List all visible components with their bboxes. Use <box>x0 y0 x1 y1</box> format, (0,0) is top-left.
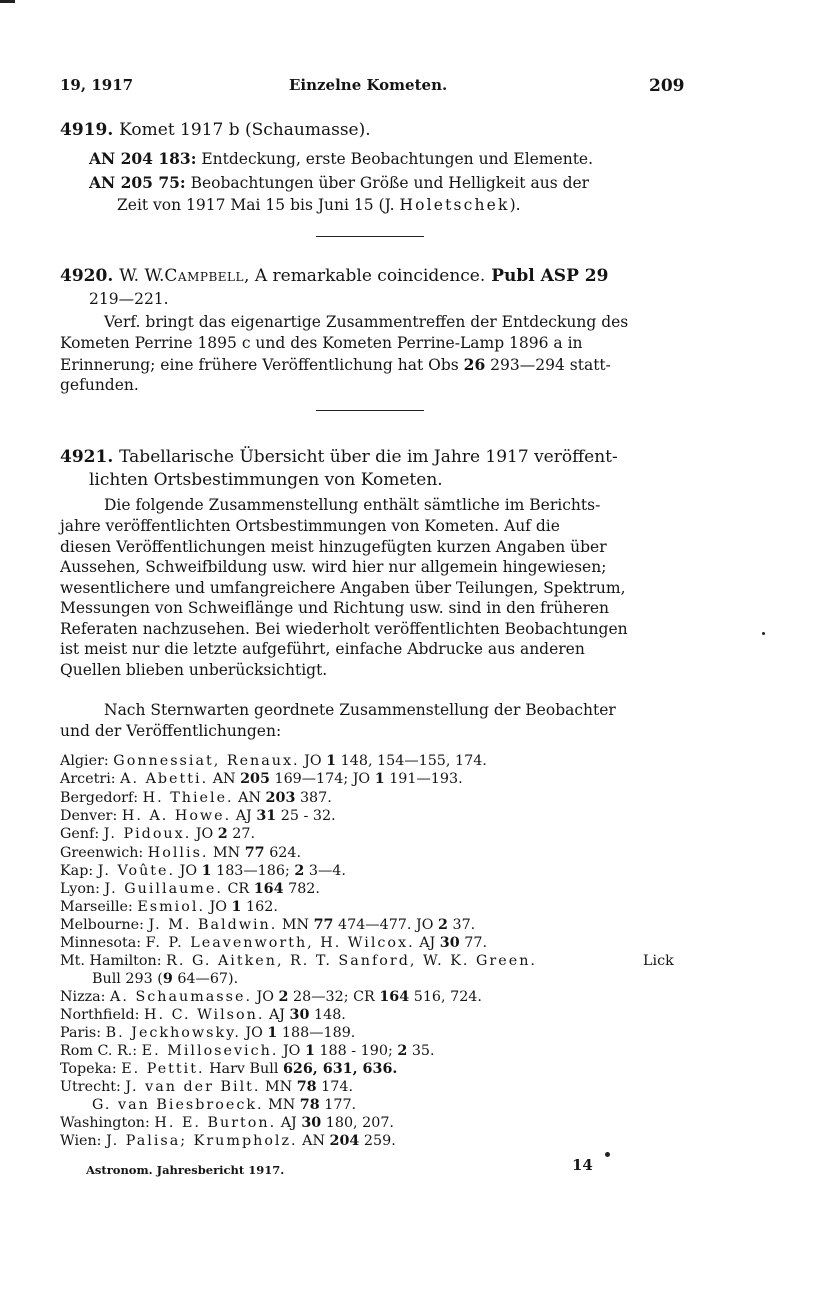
observatory-entry-utrecht-2 <box>92 1097 356 1113</box>
pages: 516, 724. <box>413 989 482 1005</box>
paragraph-1-line: Aussehen, Schweifbildung usw. wird hier nur allgemein hingewiesen; <box>60 558 607 576</box>
paragraph-1-line: diesen Veröffentlichungen meist hinzugefügten kurzen Angaben über <box>60 538 607 556</box>
volume: 77 <box>244 845 265 861</box>
observatory-place: Kap: <box>60 863 94 879</box>
entry-number: 4920. <box>60 266 114 286</box>
header-section-title: Einzelne Kometen. <box>289 76 448 94</box>
entry-title: Tabellarische Übersicht über die im Jahre 1917 veröffent- <box>119 447 618 467</box>
observer-name: A. Abetti. <box>120 771 209 787</box>
observatory-entry-denver <box>60 808 336 824</box>
observatory-entry-arcetri <box>60 771 463 787</box>
entry-4919-line-3 <box>117 196 521 214</box>
observer-name: H. Thiele. <box>142 790 234 806</box>
paragraph-1-line: Quellen blieben unberücksichtigt. <box>60 661 328 679</box>
entry-number: 4919. <box>60 120 114 140</box>
text: 293—294 statt- <box>490 356 611 374</box>
observatory-entry-lyon <box>60 881 320 897</box>
observer-name: Holetschek <box>399 196 510 214</box>
volume: 1 <box>201 863 212 879</box>
header-volume: 19, 1917 <box>60 76 134 94</box>
text: Zeit von 1917 Mai 15 bis Juni 15 (J. <box>117 196 395 214</box>
volume: 77 <box>313 917 334 933</box>
publication: JO <box>195 826 214 842</box>
pages: 64—67). <box>177 971 239 987</box>
volume: 1 <box>267 1025 278 1041</box>
entry-4921-heading <box>60 447 618 467</box>
observer-name: R. G. Aitken, R. T. Sanford, W. K. Green. <box>166 953 537 969</box>
observatory-entry-kap <box>60 863 346 879</box>
ink-speck <box>762 632 765 635</box>
observatory-entry-mt-hamilton-cont <box>92 971 238 987</box>
reference: AN 205 75: <box>89 173 186 192</box>
publication: JO <box>209 899 227 915</box>
reference-text: Entdeckung, erste Beobachtungen und Elemente. <box>201 150 594 168</box>
observatory-place: Wien: <box>60 1133 102 1149</box>
pages: 148, 154—155, 174. <box>340 753 487 769</box>
observatory-entry-algier <box>60 753 487 769</box>
observatory-entry-minnesota <box>60 935 487 951</box>
volume: 2 <box>437 917 448 933</box>
volume: 30 <box>289 1007 310 1023</box>
volume: 164 <box>379 989 410 1005</box>
publication: Harv Bull <box>209 1061 279 1077</box>
entry-title: , A remarkable coincidence. <box>244 266 486 286</box>
observer-name: B. Jeckhowsky. <box>105 1025 241 1041</box>
volume: 78 <box>296 1079 317 1095</box>
observatory-entry-washington <box>60 1115 394 1131</box>
volume: 2 <box>294 863 305 879</box>
publication: JO <box>179 863 198 879</box>
volume: 164 <box>253 881 284 897</box>
paragraph-1-line: ist meist nur die letzte aufgeführt, einfache Abdrucke aus anderen <box>60 640 585 658</box>
observer-name: F. P. Leavenworth, H. Wilcox. <box>145 935 415 951</box>
entry-4920-text-4: gefunden. <box>60 376 139 394</box>
ink-dot <box>605 1152 610 1157</box>
observer-name: J. M. Baldwin. <box>148 917 278 933</box>
observatory-entry-greenwich <box>60 845 301 861</box>
observatory-place: Topeka: <box>60 1061 117 1077</box>
observer-name: E. Pettit. <box>121 1061 205 1077</box>
volume: 31 <box>256 808 277 824</box>
observatory-place: Nizza: <box>60 989 106 1005</box>
paragraph-1-line: wesentlichere und umfangreichere Angaben über Teilungen, Spektrum, <box>60 579 626 597</box>
pages: 162. <box>246 899 278 915</box>
entry-number: 4921. <box>60 447 114 467</box>
publication: AJ <box>280 1115 297 1131</box>
observatory-place: Arcetri: <box>60 771 116 787</box>
publication: AN <box>302 1133 325 1149</box>
page-number: 209 <box>649 76 685 96</box>
pages: 259. <box>363 1133 396 1149</box>
publication: MN <box>268 1097 296 1113</box>
entry-title: Komet 1917 b (Schaumasse). <box>119 120 371 140</box>
publication: AJ <box>419 935 436 951</box>
observatory-place: Greenwich: <box>60 845 144 861</box>
paragraph-2-line: und der Veröffentlichungen: <box>60 722 282 740</box>
publication: AJ <box>235 808 252 824</box>
pages: 77. <box>464 935 487 951</box>
observer-name: J. Pidoux. <box>103 826 192 842</box>
pages: 188 - 190; <box>319 1043 393 1059</box>
scan-corner-mark <box>0 0 15 3</box>
publication: Bull 293 ( <box>92 971 163 987</box>
observatory-entry-nizza <box>60 989 482 1005</box>
pages: 25 - 32. <box>280 808 336 824</box>
observatory-place: Rom C. R.: <box>60 1043 138 1059</box>
signature-mark: 14 <box>572 1156 593 1174</box>
pages: 180, 207. <box>325 1115 394 1131</box>
observer-name: G. van Biesbroeck. <box>92 1097 264 1113</box>
observatory-place: Denver: <box>60 808 118 824</box>
publication: MN <box>265 1079 293 1095</box>
observer-name: H. E. Burton. <box>154 1115 277 1131</box>
volume: 2 <box>217 826 228 842</box>
observatory-entry-mt-hamilton <box>60 953 537 969</box>
pages: 37. <box>452 917 476 933</box>
separator-rule <box>316 236 424 237</box>
entry-4919-line-1 <box>89 149 593 168</box>
observer-name: J. Voûte. <box>97 863 176 879</box>
observer-name: J. Palisa; Krumpholz. <box>106 1133 298 1149</box>
paragraph-1-line: jahre veröffentlichten Ortsbestimmungen von Kometen. Auf die <box>60 517 560 535</box>
volume: 1 <box>374 771 385 787</box>
publication: JO <box>282 1043 301 1059</box>
author-name: Campbell <box>164 266 245 286</box>
pages: 148. <box>314 1007 346 1023</box>
pages: 387. <box>299 790 332 806</box>
entry-4920-heading <box>60 266 608 286</box>
pages: 35. <box>411 1043 435 1059</box>
entry-4920-pages: 219—221. <box>89 290 169 308</box>
publication: CR <box>227 881 250 897</box>
publication: JO <box>245 1025 263 1041</box>
pages: 782. <box>288 881 320 897</box>
observatory-place: Washington: <box>60 1115 150 1131</box>
entry-4920-text-2: Kometen Perrine 1895 c und des Kometen Perrine-Lamp 1896 a in <box>60 334 583 352</box>
volume: 1 <box>231 899 242 915</box>
reference-text: Beobachtungen über Größe und Helligkeit aus der <box>190 174 590 192</box>
observer-name: E. Millosevich. <box>141 1043 279 1059</box>
pages: 28—32; CR <box>293 989 375 1005</box>
observatory-entry-bergedorf <box>60 790 332 806</box>
publication: AJ <box>268 1007 285 1023</box>
volume: 203 <box>265 790 296 806</box>
pages: 27. <box>232 826 256 842</box>
observer-name: Esmiol. <box>137 899 205 915</box>
pages: 188—189. <box>281 1025 356 1041</box>
volume: 626, 631, 636. <box>282 1061 398 1077</box>
observatory-entry-northfield <box>60 1007 346 1023</box>
observatory-place: Algier: <box>60 753 109 769</box>
observatory-place: Minnesota: <box>60 935 142 951</box>
observer-name: H. A. Howe. <box>121 808 232 824</box>
pages: 183—186; <box>216 863 290 879</box>
volume: 1 <box>304 1043 315 1059</box>
volume: 2 <box>278 989 289 1005</box>
volume: 26 <box>463 355 486 374</box>
volume: 205 <box>240 771 270 787</box>
pages: 174. <box>321 1079 353 1095</box>
entry-4920-text-3 <box>60 355 611 374</box>
entry-4919-line-2 <box>89 173 589 192</box>
observatory-place: Paris: <box>60 1025 102 1041</box>
observatory-entry-paris <box>60 1025 355 1041</box>
publication: MN <box>213 845 241 861</box>
author-initials: W. W. <box>119 266 165 286</box>
observatory-entry-marseille <box>60 899 278 915</box>
text: ). <box>509 196 521 214</box>
paragraph-1-line: Messungen von Schweiflänge und Richtung usw. sind in den früheren <box>60 599 610 617</box>
entry-4921-title-cont: lichten Ortsbestimmungen von Kometen. <box>89 470 443 490</box>
observatory-entry-genf <box>60 826 255 842</box>
volume: 204 <box>329 1133 360 1149</box>
entry-4920-text-1: Verf. bringt das eigenartige Zusammentreffen der Entdeckung des <box>104 313 629 331</box>
publication: JO <box>304 753 322 769</box>
observatory-place: Melbourne: <box>60 917 144 933</box>
observatory-place: Genf: <box>60 826 100 842</box>
observer-name: Gonnessiat, Renaux. <box>113 753 300 769</box>
pages: 624. <box>269 845 302 861</box>
reference: AN 204 183: <box>89 149 197 168</box>
journal-volume: 29 <box>584 266 609 286</box>
separator-rule <box>316 410 424 411</box>
observer-name: J. van der Bilt. <box>125 1079 261 1095</box>
volume: 30 <box>439 935 460 951</box>
volume: 2 <box>397 1043 408 1059</box>
observatory-entry-utrecht <box>60 1079 353 1095</box>
observatory-place: Northfield: <box>60 1007 140 1023</box>
paragraph-2-line: Nach Sternwarten geordnete Zusammenstellung der Beobachter <box>104 701 616 719</box>
observatory-entry-rom <box>60 1043 435 1059</box>
publication: MN <box>281 917 310 933</box>
entry-4919-heading <box>60 120 371 140</box>
pages: 177. <box>324 1097 357 1113</box>
journal: Publ ASP <box>491 266 579 286</box>
observatory-entry-topeka <box>60 1061 397 1077</box>
volume: 9 <box>162 971 173 987</box>
observer-name: A. Schaumasse. <box>110 989 252 1005</box>
volume: 1 <box>326 753 337 769</box>
volume: 78 <box>299 1097 320 1113</box>
observer-name: Hollis. <box>147 845 209 861</box>
observer-name: J. Guillaume. <box>104 881 223 897</box>
observatory-place: Bergedorf: <box>60 790 139 806</box>
observatory-place: Lyon: <box>60 881 100 897</box>
observatory-publication-lick: Lick <box>643 953 674 969</box>
paragraph-1-line: Referaten nachzusehen. Bei wiederholt veröffentlichten Beobachtungen <box>60 620 628 638</box>
observatory-entry-wien <box>60 1133 396 1149</box>
observer-name: H. C. Wilson. <box>144 1007 265 1023</box>
publication: JO <box>256 989 274 1005</box>
paragraph-1-line: Die folgende Zusammenstellung enthält sämtliche im Berichts- <box>104 496 601 514</box>
observatory-place: Marseille: <box>60 899 133 915</box>
observatory-place: Utrecht: <box>60 1079 121 1095</box>
footer-publication: Astronom. Jahresbericht 1917. <box>86 1163 285 1177</box>
pages: 191—193. <box>389 771 463 787</box>
observatory-place: Mt. Hamilton: <box>60 953 162 969</box>
publication: AN <box>212 771 236 787</box>
observatory-entry-melbourne <box>60 917 475 933</box>
pages: 3—4. <box>308 863 346 879</box>
pages: 169—174; JO <box>274 771 371 787</box>
publication: AN <box>238 790 261 806</box>
pages: 474—477. JO <box>338 917 434 933</box>
volume: 30 <box>301 1115 322 1131</box>
text: Erinnerung; eine frühere Veröffentlichung hat Obs <box>60 356 459 374</box>
